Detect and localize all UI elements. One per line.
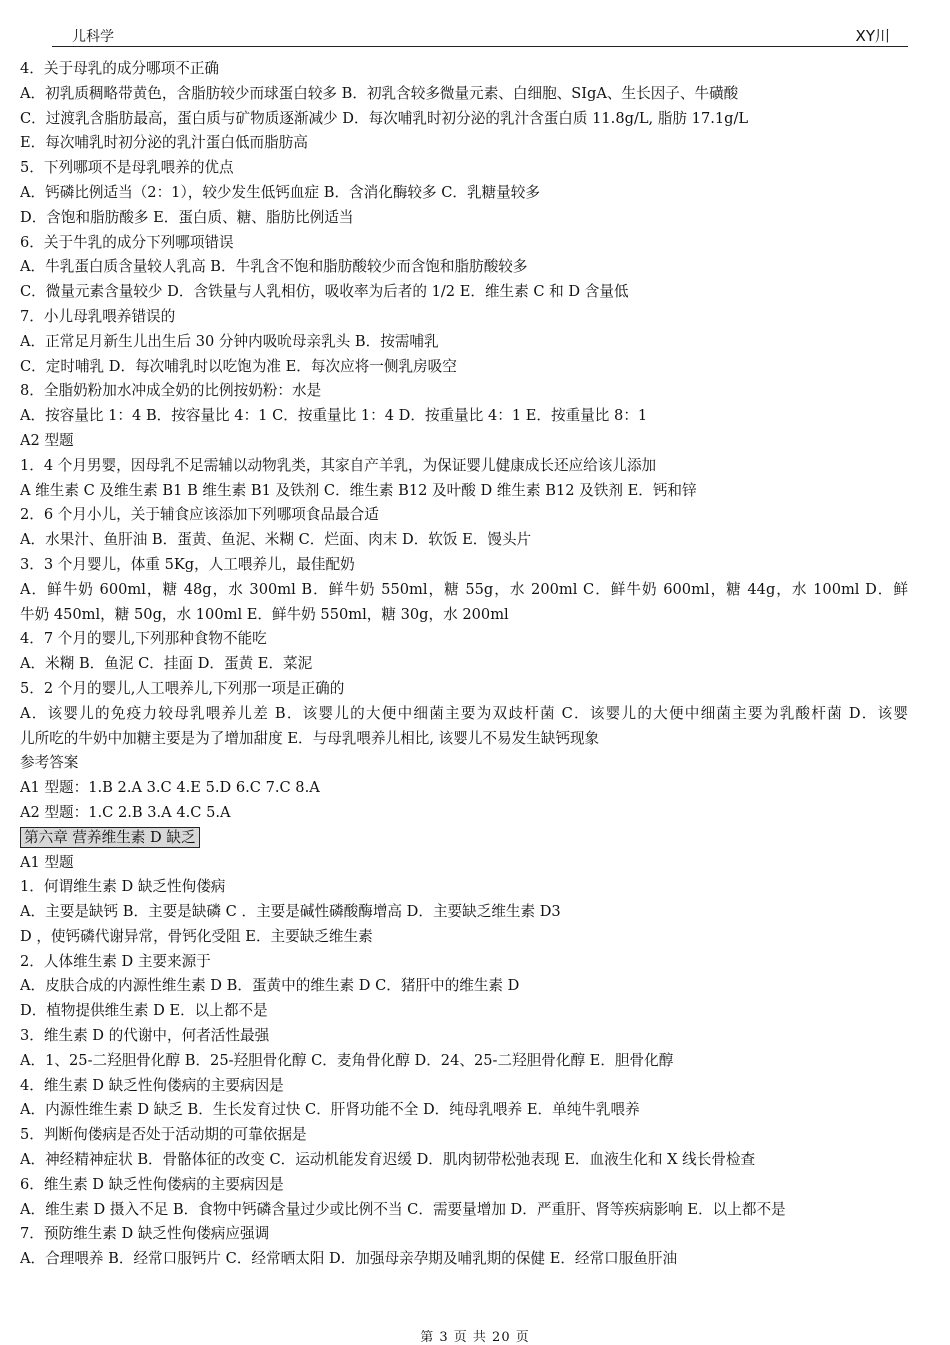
text-line: 2．人体维生素 D 主要来源于 bbox=[20, 952, 211, 970]
text-line: 6．关于牛乳的成分下列哪项错误 bbox=[20, 233, 234, 251]
text-line: 4．关于母乳的成分哪项不正确 bbox=[20, 60, 220, 77]
text-line: 3．维生素 D 的代谢中，何者活性最强 bbox=[20, 1027, 270, 1045]
text-line: 1．何谓维生素 D 缺乏性佝偻病 bbox=[20, 878, 226, 896]
chapter-title: 第六章 营养维生素 D 缺乏 bbox=[20, 827, 200, 848]
text-line: C．定时哺乳 D．每次哺乳时以吃饱为准 E．每次应将一侧乳房吸空 bbox=[20, 357, 457, 375]
text-line: A1 型题：1.B 2.A 3.C 4.E 5.D 6.C 7.C 8.A bbox=[20, 779, 320, 797]
text-line: C．微量元素含量较少 D．含铁量与人乳相仿，吸收率为后者的 1/2 E．维生素 C 和 D 含量低 bbox=[20, 283, 629, 301]
text-line: 4．维生素 D 缺乏性佝偻病的主要病因是 bbox=[20, 1076, 284, 1094]
text-line: A．鲜牛奶 600ml，糖 48g，水 300ml B．鲜牛奶 550ml，糖 55g，水 200ml C．鲜牛奶 600ml，糖 44g，水 100ml D．鲜 bbox=[20, 580, 908, 598]
text-line: 6．维生素 D 缺乏性佝偻病的主要病因是 bbox=[20, 1175, 284, 1193]
text-line: 7．预防维生素 D 缺乏性佝偻病应强调 bbox=[20, 1225, 270, 1243]
page-number: 第 3 页 共 20 页 bbox=[420, 1330, 530, 1345]
text-line: A．牛乳蛋白质含量较人乳高 B．牛乳含不饱和脂肪酸较少而含饱和脂肪酸较多 bbox=[20, 258, 528, 276]
text-line: A．按容量比 1：4 B．按容量比 4：1 C．按重量比 1：4 D．按重量比 4：1 E．按重量比 8：1 bbox=[20, 407, 648, 425]
text-line: A．钙磷比例适当（2：1），较少发生低钙血症 B．含消化酶较多 C．乳糖量较多 bbox=[20, 183, 540, 201]
text-line: D．植物提供维生素 D E．以上都不是 bbox=[20, 1002, 268, 1020]
page-header bbox=[52, 22, 908, 47]
text-line: 7．小儿母乳喂养错误的 bbox=[20, 307, 176, 325]
chapter-heading bbox=[20, 826, 908, 851]
header-author-mark: XY川 bbox=[855, 27, 890, 45]
text-line: A2 型题 bbox=[20, 431, 74, 449]
text-line: 5．下列哪项不是母乳喂养的优点 bbox=[20, 159, 234, 177]
text-line: A1 型题 bbox=[20, 853, 74, 871]
text-line: D．含饱和脂肪酸多 E．蛋白质、糖、脂肪比例适当 bbox=[20, 208, 354, 226]
text-line: A．主要是缺钙 B．主要是缺磷 C ．主要是碱性磷酸酶增高 D．主要缺乏维生素 D3 bbox=[20, 903, 561, 921]
text-line: A 维生素 C 及维生素 B1 B 维生素 B1 及铁剂 C．维生素 B12 及叶酸 D 维生素 B12 及铁剂 E．钙和锌 bbox=[20, 481, 697, 499]
text-line: 3．3 个月婴儿，体重 5Kg，人工喂养儿，最佳配奶 bbox=[20, 555, 355, 573]
text-line: A．皮肤合成的内源性维生素 D B．蛋黄中的维生素 D C．猪肝中的维生素 D bbox=[20, 977, 520, 995]
text-line: A2 型题：1.C 2.B 3.A 4.C 5.A bbox=[20, 803, 231, 821]
text-line: A．神经精神症状 B．骨骼体征的改变 C．运动机能发育迟缓 D．肌肉韧带松弛表现 E．血液生化和 X 线长骨检查 bbox=[20, 1151, 756, 1169]
text-line: C．过渡乳含脂肪最高，蛋白质与矿物质逐渐减少 D．每次哺乳时初分泌的乳汁含蛋白质 11.8g/L, 脂肪 17.1g/L bbox=[20, 109, 749, 127]
text-line: D ，使钙磷代谢异常，骨钙化受阻 E．主要缺乏维生素 bbox=[20, 927, 373, 945]
text-line: A．内源性维生素 D 缺乏 B．生长发育过快 C．肝肾功能不全 D．纯母乳喂养 E．单纯牛乳喂养 bbox=[20, 1101, 640, 1119]
text-line: 4．7 个月的婴儿,下列那种食物不能吃 bbox=[20, 630, 267, 648]
text-line: A．米糊 B．鱼泥 C．挂面 D．蛋黄 E．菜泥 bbox=[20, 655, 313, 673]
text-line: A．合理喂养 B．经常口服钙片 C．经常晒太阳 D．加强母亲孕期及哺乳期的保健 E．经常口服鱼肝油 bbox=[20, 1250, 678, 1268]
text-line: A．1、25-二羟胆骨化醇 B．25-羟胆骨化醇 C．麦角骨化醇 D．24、25-二羟胆骨化醇 E．胆骨化醇 bbox=[20, 1051, 674, 1069]
text-line: 5．判断佝偻病是否处于活动期的可靠依据是 bbox=[20, 1126, 307, 1144]
text-line: 参考答案 bbox=[20, 754, 79, 772]
text-line: 牛奶 450ml，糖 50g，水 100ml E．鲜牛奶 550ml，糖 30g，水 200ml bbox=[20, 605, 509, 623]
text-line: 8．全脂奶粉加水冲成全奶的比例按奶粉：水是 bbox=[20, 382, 322, 400]
text-line: 1．4 个月男婴，因母乳不足需辅以动物乳类，其家自产羊乳，为保证婴儿健康成长还应给该儿添加 bbox=[20, 456, 657, 474]
text-line: E．每次哺乳时初分泌的乳汁蛋白低而脂肪高 bbox=[20, 134, 308, 152]
header-subject: 儿科学 bbox=[72, 29, 114, 45]
text-line: 2．6 个月小儿，关于辅食应该添加下列哪项食品最合适 bbox=[20, 506, 379, 524]
text-line: A．正常足月新生儿出生后 30 分钟内吸吮母亲乳头 B．按需哺乳 bbox=[20, 332, 439, 350]
document-body bbox=[20, 57, 908, 1272]
text-line: 儿所吃的牛奶中加糖主要是为了增加甜度 E．与母乳喂养儿相比, 该婴儿不易发生缺钙现象 bbox=[20, 729, 600, 747]
text-line: 5．2 个月的婴儿,人工喂养儿,下列那一项是正确的 bbox=[20, 679, 345, 697]
text-line: A．维生素 D 摄入不足 B．食物中钙磷含量过少或比例不当 C．需要量增加 D．严重肝、肾等疾病影响 E．以上都不是 bbox=[20, 1200, 786, 1218]
text-line: A．水果汁、鱼肝油 B．蛋黄、鱼泥、米糊 C．烂面、肉末 D．软饭 E．馒头片 bbox=[20, 531, 532, 549]
text-line: A．该婴儿的免疫力较母乳喂养儿差 B．该婴儿的大便中细菌主要为双歧杆菌 C．该婴儿的大便中细菌主要为乳酸杆菌 D．该婴 bbox=[20, 704, 908, 722]
text-line: A．初乳质稠略带黄色，含脂肪较少而球蛋白较多 B．初乳含较多微量元素、白细胞、SIgA、生长因子、牛磺酸 bbox=[20, 84, 739, 102]
